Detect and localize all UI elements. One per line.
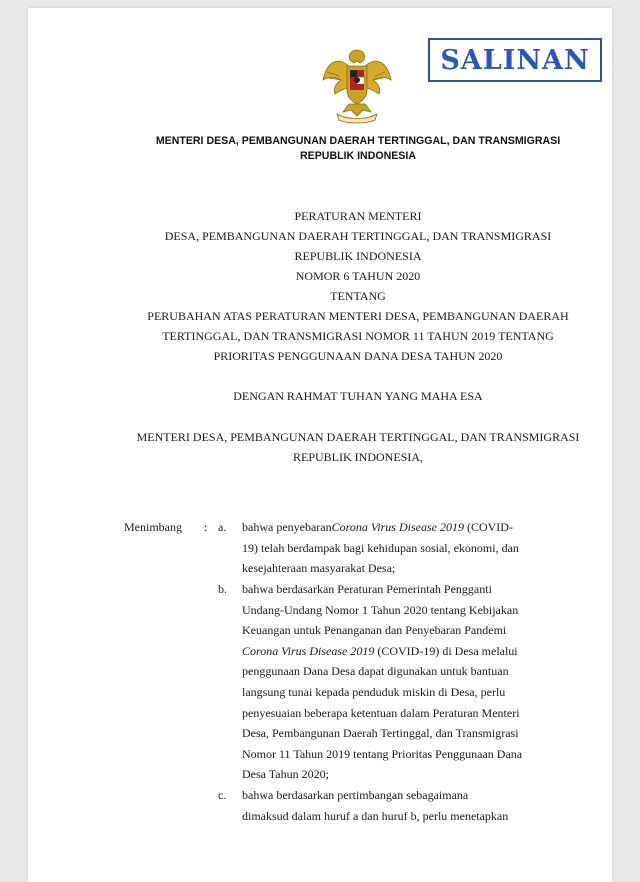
- document-page: [28, 8, 612, 882]
- regulation-subject-line: PERUBAHAN ATAS PERATURAN MENTERI DESA, PEMBANGUNAN DAERAH: [147, 309, 569, 323]
- considering-item-line: Desa Tahun 2020;: [242, 767, 329, 782]
- issuer-line: MENTERI DESA, PEMBANGUNAN DAERAH TERTINGGAL, DAN TRANSMIGRASI: [136, 430, 580, 444]
- considering-item-letter: b.: [218, 582, 227, 596]
- regulation-subject-line: TERTINGGAL, DAN TRANSMIGRASI NOMOR 11 TAHUN 2019 TENTANG: [162, 329, 554, 343]
- considering-item-letter: c.: [218, 788, 227, 802]
- considering-item-line: Keuangan untuk Penanganan dan Penyebaran Pandemi: [242, 623, 507, 638]
- considering-item-line: kesejahteraan masyarakat Desa;: [242, 561, 396, 576]
- minister-header-line: REPUBLIK INDONESIA: [300, 150, 416, 162]
- regulation-type: PERATURAN MENTERI: [294, 209, 422, 223]
- considering-item-letter: a.: [218, 520, 227, 534]
- regulation-number: NOMOR 6 TAHUN 2020: [295, 269, 421, 283]
- considering-item-line: bahwa berdasarkan Peraturan Pemerintah Pengganti: [242, 582, 492, 596]
- considering-colon: :: [204, 520, 208, 534]
- garuda-emblem-icon: [321, 46, 393, 124]
- considering-item-line: Desa, Pembangunan Daerah Tertinggal, dan Transmigrasi: [242, 726, 519, 741]
- considering-item-line: Corona Virus Disease 2019 (COVID-19) di Desa melalui: [242, 643, 518, 658]
- issuer-line: REPUBLIK INDONESIA,: [293, 450, 423, 464]
- blessing-line: DENGAN RAHMAT TUHAN YANG MAHA ESA: [233, 389, 483, 403]
- regulation-ministry: DESA, PEMBANGUNAN DAERAH TERTINGGAL, DAN TRANSMIGRASI: [164, 229, 552, 243]
- considering-item-line: penggunaan Dana Desa dapat digunakan untuk bantuan: [242, 664, 509, 679]
- considering-label: Menimbang: [124, 520, 182, 534]
- regulation-title-block: [108, 206, 608, 366]
- considering-item-line: Nomor 11 Tahun 2019 tentang Prioritas Penggunaan Dana: [242, 746, 523, 761]
- italic-term: Corona Virus Disease 2019: [242, 643, 375, 658]
- regulation-subject-line: PRIORITAS PENGGUNAAN DANA DESA TAHUN 2020: [213, 349, 503, 363]
- considering-item-line: 19) telah berdampak bagi kehidupan sosial, ekonomi, dan: [242, 540, 519, 555]
- considering-item-line: langsung tunai kepada penduduk miskin di Desa, perlu: [242, 685, 506, 699]
- minister-header: [108, 134, 608, 164]
- considering-item-line: dimaksud dalam huruf a dan huruf b, perlu menetapkan: [242, 808, 509, 823]
- issuer-block: [108, 427, 608, 467]
- considering-item-line: bahwa berdasarkan pertimbangan sebagaimana: [242, 788, 469, 802]
- considering-item-line: penyesuaian beberapa ketentuan dalam Peraturan Menteri: [242, 705, 520, 720]
- regulation-country: REPUBLIK INDONESIA: [294, 249, 422, 263]
- salinan-stamp: SALINAN: [428, 38, 602, 82]
- regulation-about-label: TENTANG: [330, 289, 386, 303]
- considering-item-line: Undang-Undang Nomor 1 Tahun 2020 tentang Kebijakan: [242, 602, 519, 617]
- minister-header-line: MENTERI DESA, PEMBANGUNAN DAERAH TERTINGGAL, DAN TRANSMIGRASI: [155, 135, 561, 147]
- italic-term: Corona Virus Disease 2019: [331, 520, 464, 534]
- considering-item-line: bahwa penyebaranCorona Virus Disease 2019 (COVID-: [242, 520, 513, 534]
